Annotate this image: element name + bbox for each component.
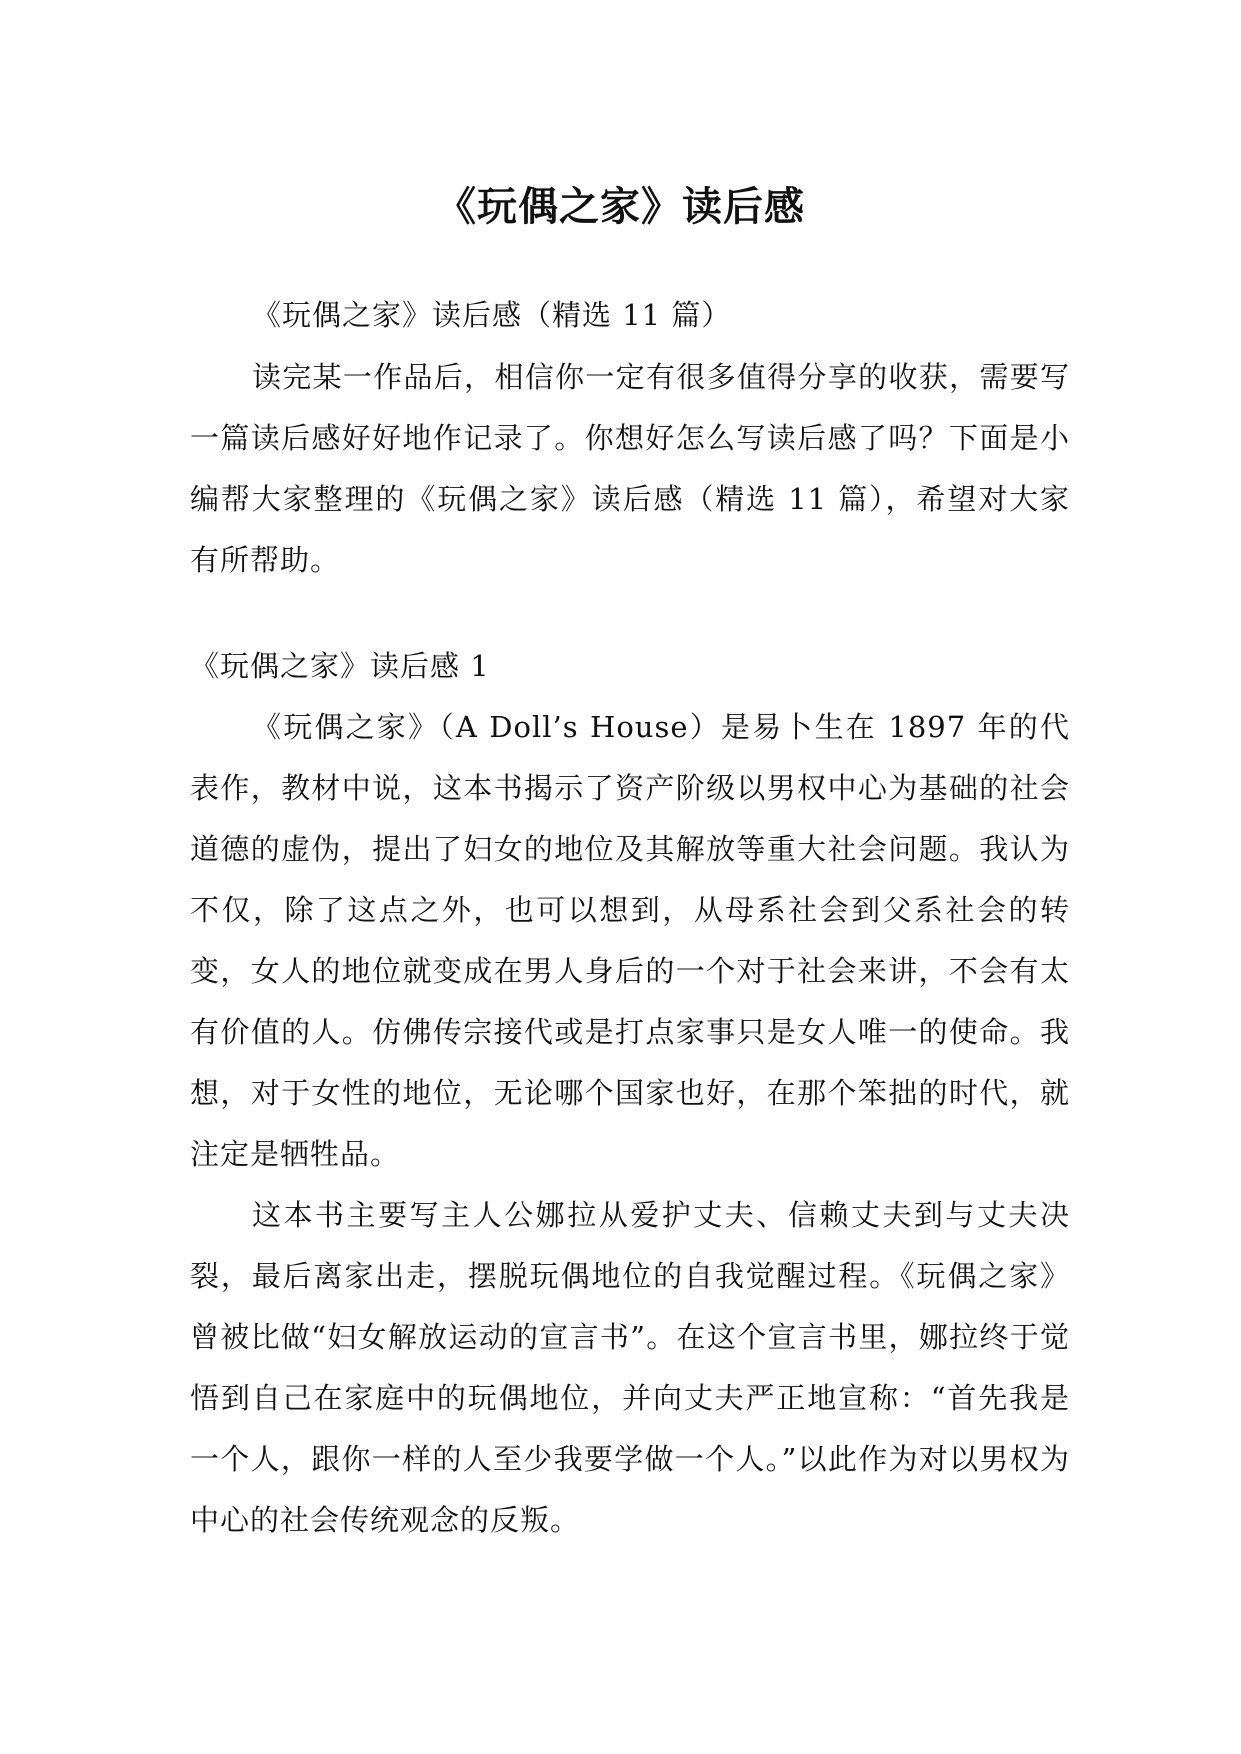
- section-heading: 《玩偶之家》读后感 1: [190, 649, 490, 683]
- subtitle-block: [190, 285, 1070, 346]
- section-body: [190, 697, 1070, 1551]
- intro-paragraph: 读完某一作品后，相信你一定有很多值得分享的收获，需要写一篇读后感好好地作记录了。你想好怎么写读后感了吗？下面是小编帮大家整理的《玩偶之家》读后感（精选 11 篇），希望对大家有所帮助。: [190, 360, 1070, 577]
- document-subtitle: 《玩偶之家》读后感（精选 11 篇）: [252, 298, 732, 332]
- document-title: 《玩偶之家》读后感: [436, 183, 805, 230]
- body-paragraph: 《玩偶之家》（A Doll’s House）是易卜生在 1897 年的代表作，教材中说，这本书揭示了资产阶级以男权中心为基础的社会道德的虚伪，提出了妇女的地位及其解放等重大社会问题。我认为不仅，除了这点之外，也可以想到，从母系社会到父系社会的转变，女人的地位就变成在男人身后的一个对于社会来讲，不会有太有价值的人。仿佛传宗接代或是打点家事只是女人唯一的使命。我想，对于女性的地位，无论哪个国家也好，在那个笨拙的时代，就注定是牺牲品。: [190, 710, 1070, 1171]
- intro-block: [190, 347, 1070, 591]
- section-heading-block: [190, 636, 1070, 697]
- body-paragraph: 这本书主要写主人公娜拉从爱护丈夫、信赖丈夫到与丈夫决裂，最后离家出走，摆脱玩偶地位的自我觉醒过程。《玩偶之家》曾被比做“妇女解放运动的宣言书”。在这个宣言书里，娜拉终于觉悟到自己在家庭中的玩偶地位，并向丈夫严正地宣称：“首先我是一个人，跟你一样的人至少我要学做一个人。”以此作为对以男权为中心的社会传统观念的反叛。: [190, 1198, 1070, 1537]
